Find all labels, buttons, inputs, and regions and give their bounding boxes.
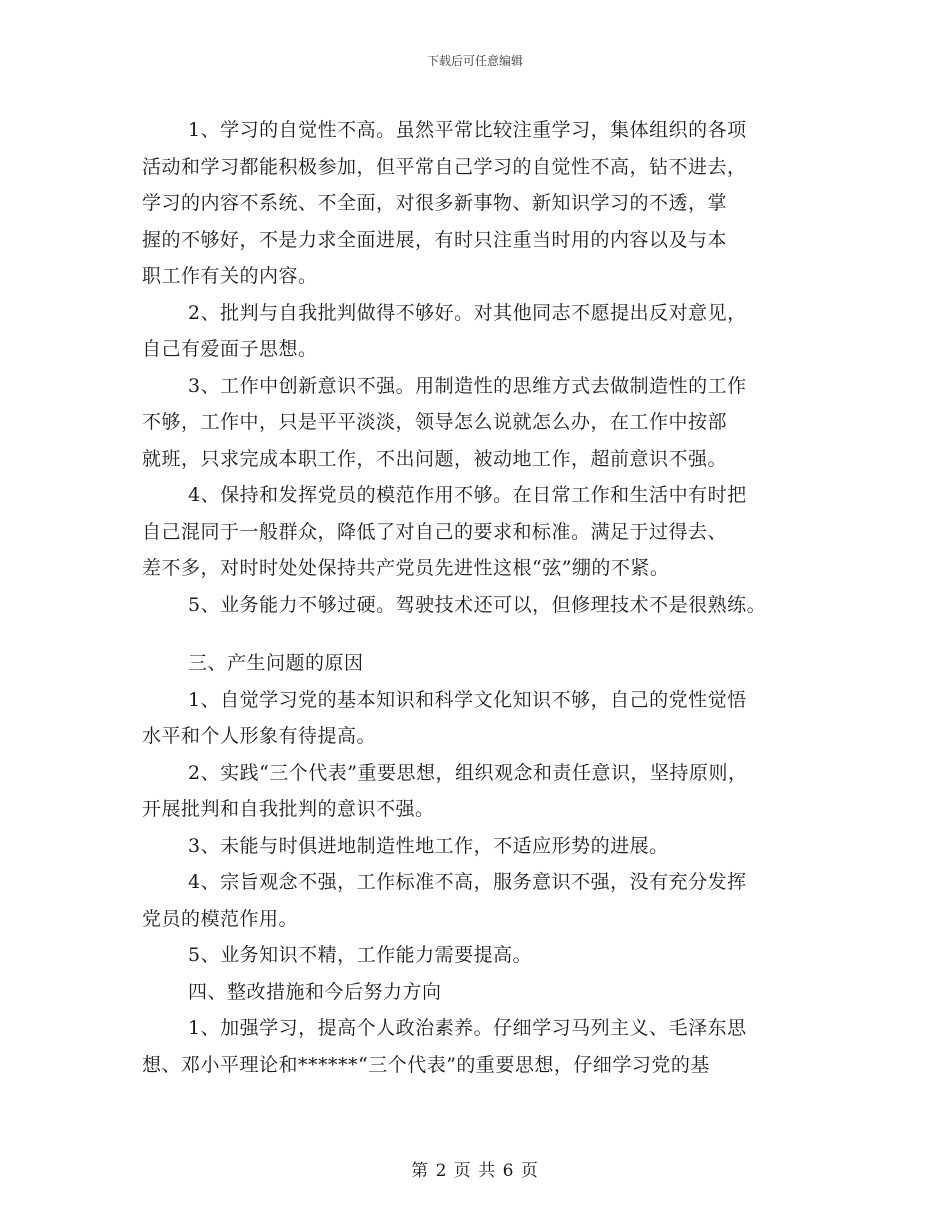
- text-line: 5、业务知识不精，工作能力需要提高。: [188, 944, 533, 966]
- text-line: 想、邓小平理论和******“三个代表”的重要思想，仔细学习党的基: [142, 1053, 710, 1076]
- section-heading: 三、产生问题的原因: [188, 652, 364, 674]
- text-line: 党员的模范作用。: [142, 907, 299, 930]
- document-body: [142, 112, 832, 1083]
- text-line: 开展批判和自我批判的意识不强。: [142, 798, 435, 820]
- text-line: 1、加强学习，提高个人政治素养。仔细学习马列主义、毛泽东思: [188, 1017, 747, 1039]
- text-line: 自己有爱面子思想。: [142, 338, 318, 360]
- text-line: 1、学习的自觉性不高。虽然平常比较注重学习，集体组织的各项: [188, 119, 747, 141]
- text-line: 5、业务能力不够过硬。驾驶技术还可以，但修理技术不是很熟练。: [188, 593, 767, 616]
- text-line: 2、批判与自我批判做得不够好。对其他同志不愿提出反对意见，: [188, 301, 747, 324]
- text-line: 4、宗旨观念不强，工作标准不高，服务意识不强，没有充分发挥: [188, 871, 747, 893]
- page-header: 下载后可任意编辑: [426, 54, 523, 68]
- text-line: 就班，只求完成本职工作，不出问题，被动地工作，超前意识不强。: [142, 447, 728, 470]
- text-line: 3、工作中创新意识不强。用制造性的思维方式去做制造性的工作: [188, 374, 747, 397]
- section-heading: 四、整改措施和今后努力方向: [188, 980, 442, 1003]
- text-line: 活动和学习都能积极参加，但平常自己学习的自觉性不高，钻不进去，: [142, 155, 747, 178]
- page-number: 第 2 页 共 6 页: [411, 1161, 539, 1181]
- text-line: 4、保持和发挥党员的模范作用不够。在日常工作和生活中有时把: [188, 484, 747, 506]
- text-line: 差不多，对时时处处保持共产党员先进性这根“弦”绷的不紧。: [142, 557, 670, 579]
- text-line: 握的不够好，不是力求全面进展，有时只注重当时用的内容以及与本: [142, 228, 728, 251]
- text-line: 3、未能与时俱进地制造性地工作，不适应形势的进展。: [188, 834, 669, 857]
- text-line: 学习的内容不系统、不全面，对很多新事物、新知识学习的不透，掌: [142, 192, 728, 214]
- text-line: 水平和个人形象有待提高。: [142, 725, 377, 747]
- text-line: 不够，工作中，只是平平淡淡，领导怎么说就怎么办，在工作中按部: [142, 411, 728, 433]
- text-line: 2、实践“三个代表”重要思想，组织观念和责任意识，坚持原则，: [188, 761, 748, 784]
- text-line: 自己混同于一般群众，降低了对自己的要求和标准。满足于过得去、: [142, 520, 728, 543]
- text-line: 职工作有关的内容。: [142, 265, 318, 287]
- text-line: 1、自觉学习党的基本知识和科学文化知识不够，自己的党性觉悟: [188, 688, 747, 711]
